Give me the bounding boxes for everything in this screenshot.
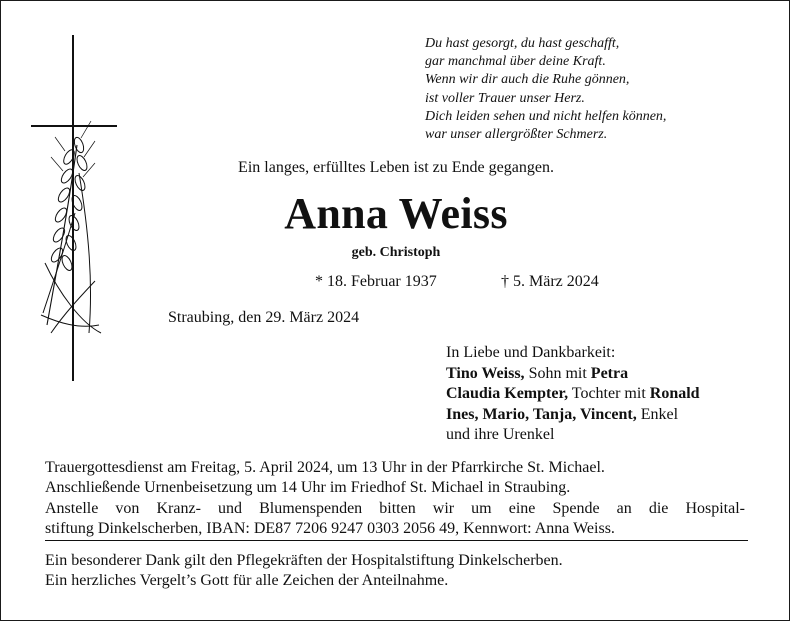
thanks-line: Ein herzliches Vergelt’s Gott für alle Zeichen der Anteilnahme. [45, 572, 449, 590]
poem-line: Wenn wir dir auch die Ruhe gönnen, [425, 72, 630, 88]
mourner-line [446, 405, 700, 426]
service-line: Anschließende Urnenbeisetzung um 14 Uhr im Friedhof St. Michael in Straubing. [45, 479, 571, 497]
intro-line: Ein langes, erfülltes Leben ist zu Ende gegangen. [238, 159, 554, 176]
mourner-relation: Enkel [636, 405, 679, 423]
service-line: Anstelle von Kranz- und Blumenspenden bitten wir um eine Spende an die Hospital- [45, 499, 745, 517]
thanks-block [45, 551, 563, 592]
mourner-names: Ines, Mario, Tanja, Vincent, [446, 405, 637, 423]
memorial-poem [425, 35, 666, 144]
mourner-name: Claudia Kempter, [446, 385, 569, 402]
mourner-name: Tino Weiss, [446, 364, 525, 382]
birth-date: * 18. Februar 1937 [315, 273, 437, 290]
mourner-relation: Sohn mit [524, 364, 591, 382]
service-line: Trauergottesdienst am Freitag, 5. April 2024, um 13 Uhr in der Pfarrkirche St. Michael. [45, 459, 605, 476]
service-line: stiftung Dinkelscherben, IBAN: DE87 7206 9247 0303 2056 49, Kennwort: Anna Weiss. [45, 520, 615, 538]
mourner-relation: Tochter mit [568, 385, 650, 402]
deceased-name: Anna Weiss [284, 189, 508, 238]
poem-line: Du hast gesorgt, du hast geschafft, [425, 36, 620, 51]
mourner-line: und ihre Urenkel [446, 426, 555, 443]
poem-line: war unser allergrößter Schmerz. [425, 127, 608, 143]
mourner-partner: Petra [590, 364, 629, 382]
divider [45, 540, 748, 541]
poem-line: gar manchmal über deine Kraft. [425, 54, 606, 70]
thanks-line: Ein besonderer Dank gilt den Pflegekräften der Hospitalstiftung Dinkelscherben. [45, 552, 563, 569]
poem-line: Dich leiden sehen und nicht helfen können, [425, 108, 667, 124]
place-and-date: Straubing, den 29. März 2024 [168, 309, 360, 326]
mourner-line [446, 364, 700, 385]
death-date: † 5. März 2024 [501, 273, 599, 290]
mourners-block [446, 343, 700, 446]
mourner-line [446, 384, 700, 405]
birth-name: geb. Christoph [351, 245, 441, 260]
service-details [45, 458, 745, 540]
poem-line: ist voller Trauer unser Herz. [425, 90, 585, 106]
mourner-partner: Ronald [649, 385, 700, 402]
mourners-heading: In Liebe und Dankbarkeit: [446, 344, 616, 361]
